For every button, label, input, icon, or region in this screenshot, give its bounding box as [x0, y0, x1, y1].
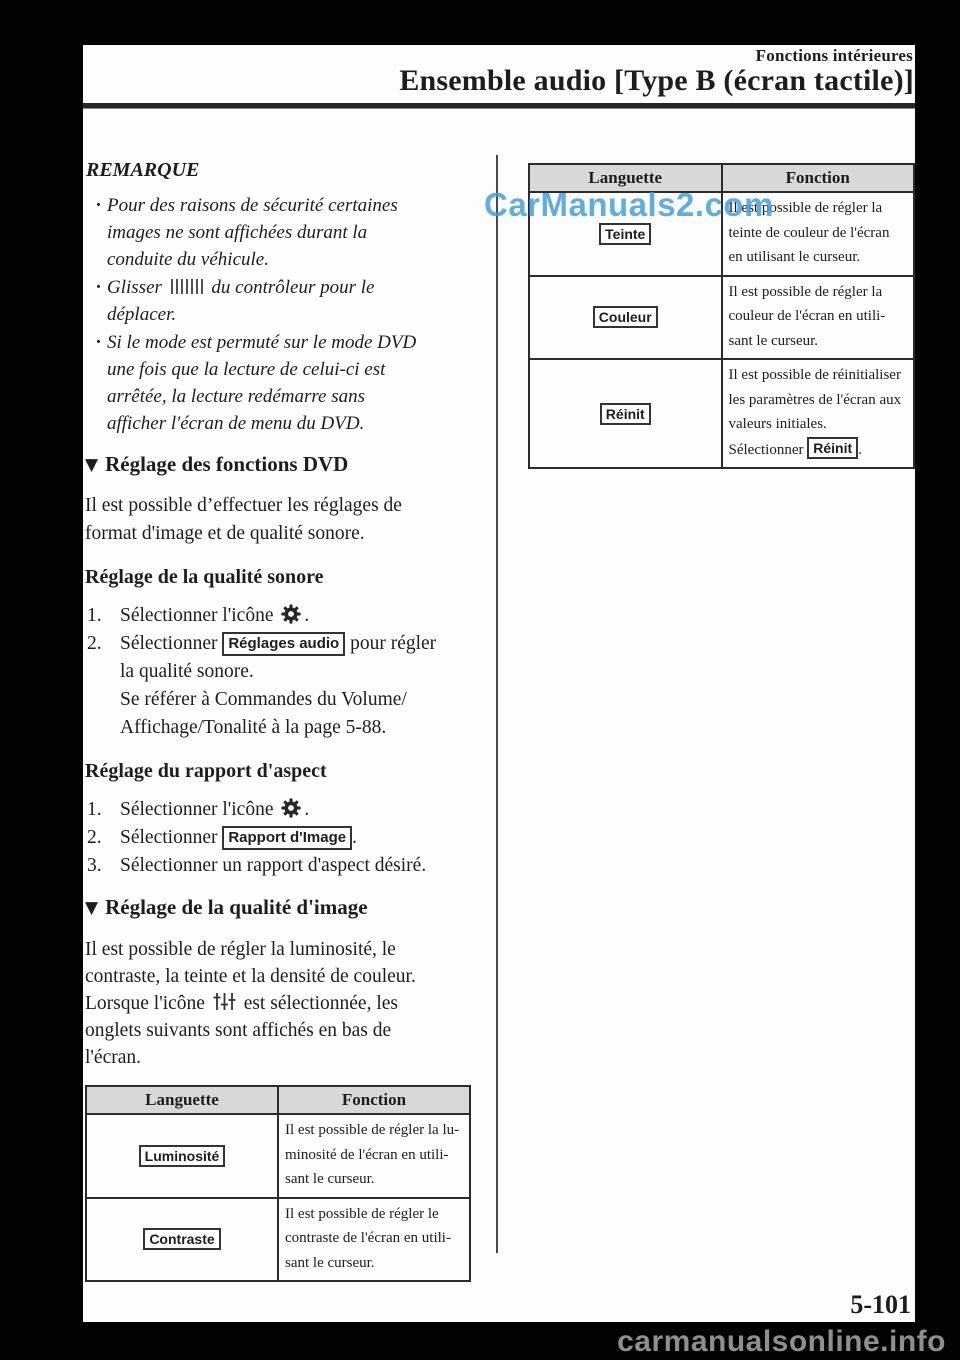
reglages-audio-button-label: Réglages audio: [222, 632, 345, 656]
step-number: 3.: [87, 855, 102, 876]
tab-cell: [529, 276, 722, 360]
note-bullet-dvd-mode: [85, 329, 485, 437]
step-text-post: .: [304, 799, 310, 820]
step-number: 2.: [87, 827, 102, 848]
cross-reference-line2: Affichage/Tonalité à la page 5-88.: [120, 717, 387, 738]
step-text: Sélectionner un rapport d'aspect désiré.: [120, 855, 427, 876]
sound-step-2: [85, 630, 485, 742]
table-row: [529, 276, 914, 360]
rapport-dimage-button-label: Rapport d'Image: [222, 826, 352, 850]
function-cell: [722, 359, 915, 468]
step-text-post: pour régler: [350, 633, 437, 654]
contraste-button-label: Contraste: [143, 1228, 220, 1250]
function-cell-lines: Il est possible de réinitialiser les paramètres de l'écran aux valeurs initiales.: [728, 367, 902, 432]
step-text-pre: Sélectionner l'icône: [120, 605, 274, 626]
step-text: [120, 602, 485, 630]
note-bullet-text: Si le mode est permuté sur le mode DVD une fois que la lecture de celui-ci est arrêtée, la lecture redémarre sans afficher l'écran de menu du DVD.: [107, 332, 417, 434]
subheading-sound-quality: Réglage de la qualité sonore: [85, 566, 324, 588]
column-divider: [496, 155, 498, 1253]
column-header-languette: Languette: [86, 1086, 278, 1114]
luminosite-button-label: Luminosité: [139, 1145, 226, 1167]
function-table-left: [85, 1085, 471, 1282]
step-text-post: .: [304, 605, 310, 626]
aspect-ratio-steps: [85, 796, 485, 880]
image-quality-paragraph: [85, 936, 485, 1071]
note-bullet-slide-post: du contrôleur pour le: [211, 277, 375, 298]
carmanualsonline-watermark: carmanualsonline.info: [617, 1325, 946, 1358]
bullet-dot: ·: [96, 277, 101, 298]
left-table-wrapper: [85, 1085, 485, 1282]
header-rule: [83, 103, 915, 109]
note-bullet-text: Pour des raisons de sécurité certaines images ne sont affichées durant la conduite du véhicule.: [107, 195, 398, 270]
paragraph-line: Il est possible de régler la luminosité, le: [85, 939, 396, 960]
column-header-fonction: Fonction: [278, 1086, 470, 1114]
function-cell: Il est possible de régler la couleur de l'écran en utili- sant le curseur.: [722, 276, 915, 360]
gear-icon: [281, 798, 301, 818]
step-number: 2.: [87, 633, 102, 654]
aspect-step-3: [85, 852, 485, 880]
step-text: [120, 824, 485, 852]
heading-dvd-functions: [85, 451, 485, 479]
column-header-fonction: Fonction: [722, 164, 915, 192]
table-row: [86, 1198, 470, 1282]
left-column: [85, 155, 485, 1282]
sound-step-1: [85, 602, 485, 630]
step-text-pre: Sélectionner l'icône: [120, 799, 274, 820]
teinte-button-label: Teinte: [599, 223, 651, 245]
aspect-step-1: [85, 796, 485, 824]
column-header-languette: Languette: [529, 164, 722, 192]
bullet-dot: ·: [96, 195, 101, 216]
table-header-row: [86, 1086, 470, 1114]
carmanuals2-watermark: CarManuals2.com: [484, 186, 774, 223]
note-bullet-slide-line2: déplacer.: [107, 304, 177, 325]
page-title: Ensemble audio [Type B (écran tactile)]: [399, 64, 914, 97]
step-text: [120, 630, 485, 742]
note-bullet-text: [107, 274, 485, 328]
slider-bars-icon: [170, 278, 204, 295]
table-row: [86, 1114, 470, 1198]
step-text-pre: Sélectionner: [120, 633, 218, 654]
paragraph-line-pre: Lorsque l'icône: [85, 993, 205, 1014]
note-bullet-slide: [85, 274, 485, 328]
paragraph-line: onglets suivants sont affichés en bas de: [85, 1020, 392, 1041]
step-number: 1.: [87, 799, 102, 820]
heading-image-quality: [85, 894, 485, 922]
function-cell: Il est possible de régler la lu- minosité de l'écran en utili- sant le curseur.: [278, 1114, 470, 1198]
reinit-inline-button-label: Réinit: [807, 437, 858, 459]
function-cell: Il est possible de régler la teinte de couleur de l'écran en utilisant le curseur.: [722, 192, 915, 276]
step-text: [120, 796, 485, 824]
paragraph-line: l'écran.: [85, 1047, 142, 1068]
page-number: 5-101: [850, 1290, 911, 1319]
reinit-button-label: Réinit: [600, 403, 651, 425]
manual-page: [83, 45, 915, 1322]
subheading-aspect-ratio: Réglage du rapport d'aspect: [85, 760, 327, 782]
section-marker-triangle: ▼: [85, 898, 99, 918]
table-row: [529, 359, 914, 468]
level-adjust-icon: [213, 992, 236, 1011]
gear-icon: [281, 604, 301, 624]
cross-reference-line1: Se référer à Commandes du Volume/: [120, 689, 407, 710]
tab-cell: [86, 1198, 278, 1282]
tab-cell: [86, 1114, 278, 1198]
dvd-intro-paragraph: Il est possible d’effectuer les réglages de format d'image et de qualité sonore.: [85, 495, 402, 544]
note-title: REMARQUE: [86, 159, 200, 181]
aspect-step-2: [85, 824, 485, 852]
paragraph-line: contraste, la teinte et la densité de couleur.: [85, 966, 416, 987]
function-cell: Il est possible de régler le contraste de l'écran en utili- sant le curseur.: [278, 1198, 470, 1282]
header-section-label: Fonctions intérieures: [755, 46, 913, 65]
step-number: 1.: [87, 605, 102, 626]
reinit-select-pre: Sélectionner: [728, 441, 804, 458]
note-bullet-slide-pre: Glisser: [107, 277, 162, 298]
step-text-line2: la qualité sonore.: [120, 661, 254, 682]
heading-image-quality-text: Réglage de la qualité d'image: [105, 895, 368, 919]
step-text-pre: Sélectionner: [120, 827, 218, 848]
tab-cell: [529, 359, 722, 468]
note-bullet-list: [85, 192, 485, 437]
section-marker-triangle: ▼: [85, 455, 99, 475]
reinit-select-post: .: [858, 441, 862, 458]
sound-quality-steps: [85, 602, 485, 742]
bullet-dot: ·: [96, 332, 101, 353]
heading-dvd-functions-text: Réglage des fonctions DVD: [105, 452, 349, 476]
paragraph-line-post: est sélectionnée, les: [243, 993, 399, 1014]
note-bullet-safety: [85, 192, 485, 273]
step-text-post: .: [352, 827, 357, 848]
couleur-button-label: Couleur: [593, 306, 658, 328]
